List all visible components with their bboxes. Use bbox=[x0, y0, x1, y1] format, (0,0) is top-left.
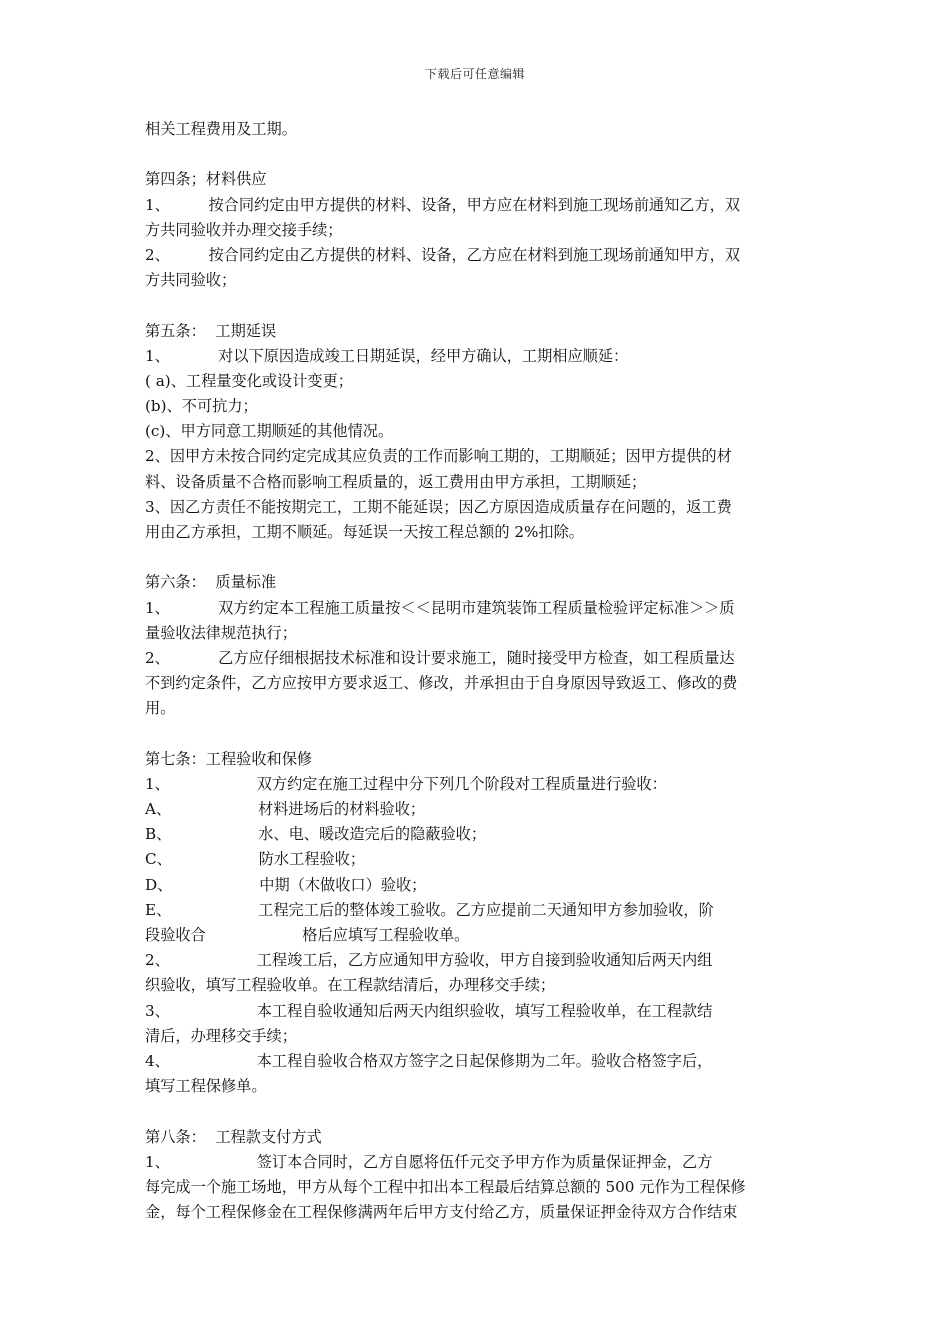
blank-line bbox=[145, 545, 805, 570]
text-line: 第七条：工程验收和保修 bbox=[145, 749, 313, 768]
text-line: 每完成一个施工场地，甲方从每个工程中扣出本工程最后结算总额的 500 元作为工程保修 bbox=[145, 1177, 746, 1196]
text-line: 方共同验收； bbox=[145, 271, 237, 290]
text-line: 第四条；材料供应 bbox=[145, 170, 267, 189]
text-line: 2、因甲方未按合同约定完成其应负责的工作而影响工期的，工期顺延；因甲方提供的材 bbox=[145, 447, 732, 466]
text-line: 1、 按合同约定由甲方提供的材料、设备，甲方应在材料到施工现场前通知乙方，双 bbox=[145, 195, 741, 214]
text-line: 第八条： 工程款支付方式 bbox=[145, 1127, 322, 1146]
text-line: (c)、甲方同意工期顺延的其他情况。 bbox=[145, 422, 394, 441]
text-line: 2、 工程竣工后，乙方应通知甲方验收，甲方自接到验收通知后两天内组 bbox=[145, 951, 713, 970]
text-line: (b)、不可抗力； bbox=[145, 397, 258, 416]
blank-line bbox=[145, 142, 805, 167]
blank-line bbox=[145, 722, 805, 747]
text-line: 用由乙方承担，工期不顺延。每延误一天按工程总额的 2%扣除。 bbox=[145, 523, 584, 541]
text-line: 1、 双方约定在施工过程中分下列几个阶段对工程质量进行验收： bbox=[145, 774, 667, 793]
blank-line bbox=[145, 293, 805, 318]
text-line: D、 中期（木做收口）验收； bbox=[145, 875, 427, 894]
text-line: 量验收法律规范执行； bbox=[145, 623, 297, 642]
text-line: 织验收，填写工程验收单。在工程款结清后，办理移交手续； bbox=[145, 976, 556, 995]
document-body bbox=[145, 117, 805, 1225]
text-line: 1、 签订本合同时，乙方自愿将伍仟元交予甲方作为质量保证押金，乙方 bbox=[145, 1152, 713, 1171]
page-header: 下载后可任意编辑 bbox=[424, 67, 525, 81]
text-line: 3、因乙方责任不能按期完工，工期不能延误；因乙方原因造成质量存在问题的，返工费 bbox=[145, 497, 732, 516]
text-line: 第五条： 工期延误 bbox=[145, 321, 277, 340]
text-line: 清后，办理移交手续； bbox=[145, 1026, 297, 1045]
text-line: 4、 本工程自验收合格双方签字之日起保修期为二年。验收合格签字后， bbox=[145, 1051, 713, 1070]
text-line: ( a)、工程量变化或设计变更； bbox=[145, 371, 353, 390]
text-line: 2、 乙方应仔细根据技术标准和设计要求施工，随时接受甲方检查，如工程质量达 bbox=[145, 648, 735, 667]
text-line: 段验收合 格后应填写工程验收单。 bbox=[145, 926, 470, 944]
text-line: 3、 本工程自验收通知后两天内组织验收，填写工程验收单，在工程款结 bbox=[145, 1001, 713, 1020]
text-line: 1、 双方约定本工程施工质量按＜＜昆明市建筑装饰工程质量检验评定标准＞＞质 bbox=[145, 598, 735, 617]
text-line: 方共同验收并办理交接手续； bbox=[145, 220, 343, 239]
blank-line bbox=[145, 1099, 805, 1124]
text-line: 料、设备质量不合格而影响工程质量的，返工费用由甲方承担，工期顺延； bbox=[145, 472, 647, 491]
text-line: 第六条： 质量标准 bbox=[145, 573, 277, 592]
text-line: 相关工程费用及工期。 bbox=[145, 120, 297, 138]
text-line: B、 水、电、暖改造完后的隐蔽验收； bbox=[145, 825, 487, 844]
text-line: C、 防水工程验收； bbox=[145, 850, 366, 869]
text-line: E、 工程完工后的整体竣工验收。乙方应提前二天通知甲方参加验收，阶 bbox=[145, 900, 714, 919]
text-line: 2、 按合同约定由乙方提供的材料、设备，乙方应在材料到施工现场前通知甲方，双 bbox=[145, 245, 741, 264]
text-line: 1、 对以下原因造成竣工日期延误，经甲方确认，工期相应顺延： bbox=[145, 346, 629, 365]
text-line: 金，每个工程保修金在工程保修满两年后甲方支付给乙方，质量保证押金待双方合作结束 bbox=[145, 1203, 738, 1222]
text-line: 用。 bbox=[145, 699, 176, 718]
text-line: A、 材料进场后的材料验收； bbox=[145, 800, 426, 819]
text-line: 填写工程保修单。 bbox=[145, 1077, 267, 1096]
text-line: 不到约定条件，乙方应按甲方要求返工、修改，并承担由于自身原因导致返工、修改的费 bbox=[145, 674, 738, 693]
